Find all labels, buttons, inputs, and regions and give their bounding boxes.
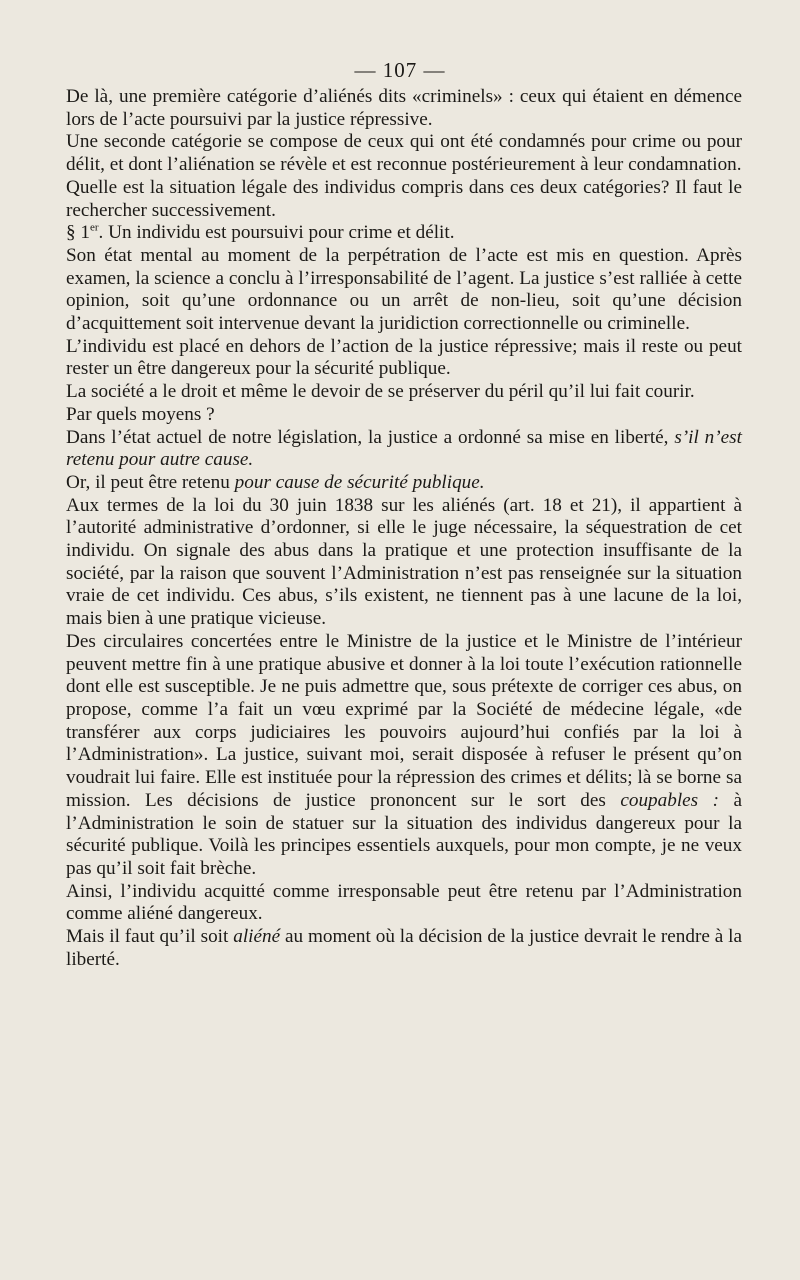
text-run: Par quels moyens ? — [66, 403, 215, 425]
text-run: Mais il faut qu’il soit — [66, 926, 234, 948]
text-run: Aux termes de la loi du 30 juin 1838 sur les aliénés (art. 18 et 21), il appartient à l’autorité administrative d’ordonner, si elle le juge nécessaire, la séquestration de cet individu. On signale des abus dans la pratique et une protection insuffisante de la société, par la raison que souvent l’Administration n’est pas renseignée sur la situation vraie de cet individu. Ces abus, s’ils existent, ne tiennent pas à une lacune de la loi, mais bien à une pratique vicieuse. — [66, 494, 742, 630]
superscript: er — [89, 221, 99, 234]
text-run: La société a le droit et même le devoir de se préserver du péril qu’il lui fait courir. — [66, 381, 695, 403]
paragraph — [66, 427, 742, 472]
paragraph — [66, 926, 742, 971]
italic-run: s’il n’est retenu pour autre cause. — [66, 426, 742, 471]
text-run: Ainsi, l’individu acquitté comme irresponsable peut être retenu par l’Administration comme aliéné dangereux. — [66, 880, 742, 925]
paragraph — [66, 131, 742, 176]
section-heading — [66, 222, 742, 245]
paragraph — [66, 245, 742, 336]
text-run: à l’Administration le soin de statuer sur la situation des individus dangereux pour la sécurité publique. Voilà les principes essentiels auxquels, pour mon compte, je ne veux pas qu’il soit fait brèche. — [66, 789, 742, 879]
text-run: Or, il peut être retenu — [66, 471, 235, 493]
paragraph — [66, 404, 742, 427]
paragraph — [66, 177, 742, 222]
paragraph — [66, 336, 742, 381]
text-run: Dans l’état actuel de notre législation, la justice a ordonné sa mise en liberté, — [66, 426, 675, 448]
text-run: § 1 — [66, 222, 90, 244]
text-run: . Un individu est poursuivi pour crime et délit. — [98, 222, 455, 244]
text-run: L’individu est placé en dehors de l’action de la justice répressive; mais il reste ou peut rester un être dangereux pour la sécurité publique. — [66, 335, 742, 380]
italic-run: pour cause de sécurité publique. — [234, 471, 485, 493]
text-run: Une seconde catégorie se compose de ceux qui ont été condamnés pour crime ou pour délit, et dont l’aliénation se révèle et est reconnue postérieurement à leur condamnation. — [66, 131, 742, 176]
page-number: — 107 — — [354, 58, 446, 82]
paragraph — [66, 472, 742, 495]
text-run: Des circulaires concertées entre le Ministre de la justice et le Ministre de l’intérieur peuvent mettre fin à une pratique abusive et donner à la loi toute l’exécution rationnelle dont elle est susceptible. Je ne puis admettre que, sous prétexte de corriger ces abus, on propose, comme l’a fait un vœu exprimé par la Société de médecine légale, «de transférer aux corps judiciaires les pouvoirs aujourd’hui confiés par la loi à l’Administration». La justice, suivant moi, serait disposée à refuser le présent qu’on voudrait lui faire. Elle est instituée pour la répression des crimes et délits; là se borne sa mission. Les décisions de justice prononcent sur le sort des — [66, 630, 742, 811]
text-run: Quelle est la situation légale des individus compris dans ces deux catégories? Il faut le rechercher successivement. — [66, 176, 742, 221]
italic-run: aliéné — [233, 926, 281, 948]
body-text — [66, 86, 742, 971]
paragraph — [66, 495, 742, 631]
italic-run: coupables : — [620, 789, 719, 811]
paragraph — [66, 86, 742, 131]
text-run: Son état mental au moment de la perpétration de l’acte est mis en question. Après examen, la science a conclu à l’irresponsabilité de l’agent. La justice s’est ralliée à cette opinion, soit qu’une ordonnance ou un arrêt de non-lieu, soit qu’une décision d’acquittement soit intervenue devant la juridiction correctionnelle ou criminelle. — [66, 244, 742, 335]
paragraph — [66, 381, 742, 404]
paragraph — [66, 881, 742, 926]
paragraph — [66, 631, 742, 881]
text-run: au moment où la décision de la justice devrait le rendre à la liberté. — [66, 926, 742, 970]
text-run: De là, une première catégorie d’aliénés dits «criminels» : ceux qui étaient en démence lors de l’acte poursuivi par la justice répressive. — [66, 86, 742, 130]
